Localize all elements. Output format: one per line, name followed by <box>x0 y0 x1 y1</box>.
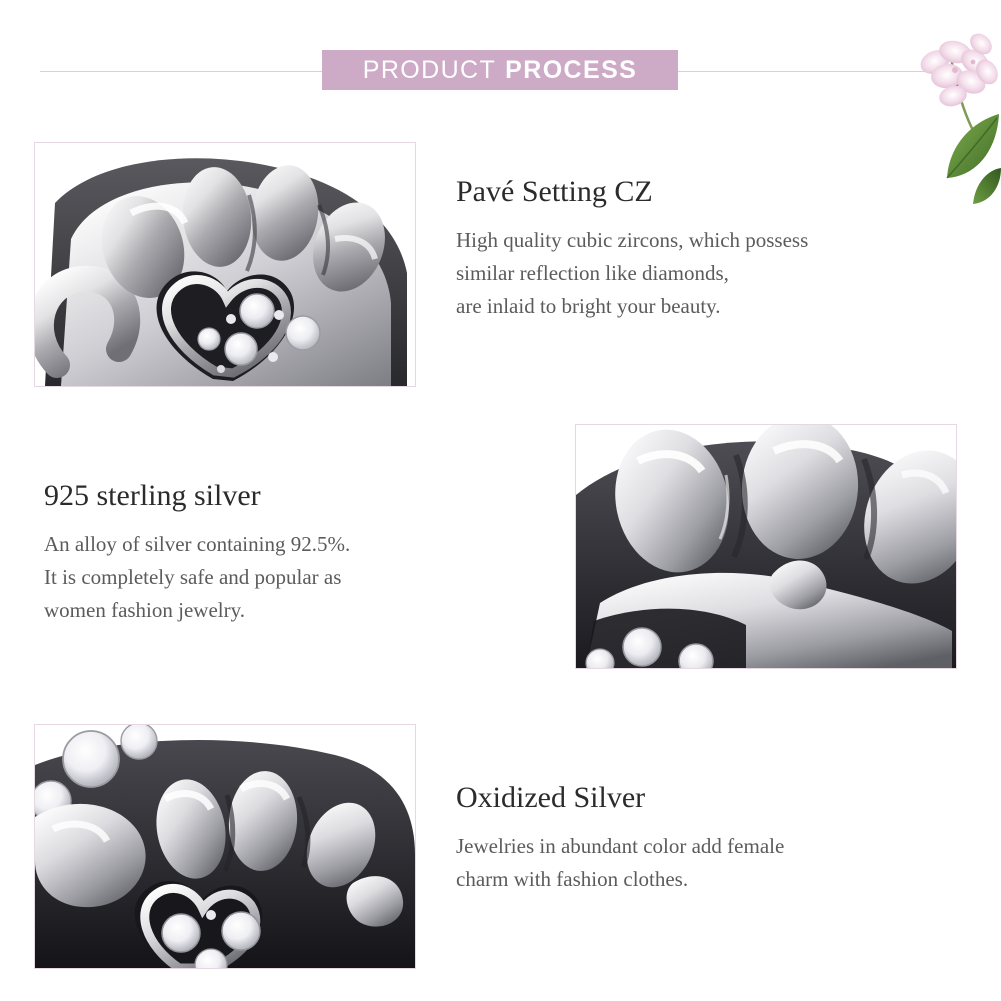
feature-description-line: women fashion jewelry. <box>44 598 245 622</box>
feature-text-925-sterling-silver <box>44 478 544 627</box>
feature-description-line: charm with fashion clothes. <box>456 867 689 891</box>
feature-image-oxidized-silver <box>34 724 416 969</box>
feature-description-line: It is completely safe and popular as <box>44 565 342 589</box>
feature-image-925-sterling-silver <box>575 424 957 669</box>
feature-description-line: An alloy of silver containing 92.5%. <box>44 532 351 556</box>
feature-description <box>44 528 544 627</box>
feature-description-line: Jewelries in abundant color add female <box>456 834 785 858</box>
feature-text-oxidized-silver <box>456 780 976 896</box>
feature-image-pave-setting-cz <box>34 142 416 387</box>
feature-text-pave-setting-cz <box>456 174 976 323</box>
feature-description-line: High quality cubic zircons, which possess <box>456 228 809 252</box>
page-title <box>322 50 678 90</box>
page-header <box>0 50 1001 94</box>
feature-title: 925 sterling silver <box>44 479 261 512</box>
feature-description <box>456 830 976 896</box>
feature-description-line: similar reflection like diamonds, <box>456 261 729 285</box>
page-title-bold: PROCESS <box>505 55 638 84</box>
feature-description-line: are inlaid to bright your beauty. <box>456 294 721 318</box>
page-title-light: PRODUCT <box>362 55 497 84</box>
feature-title: Oxidized Silver <box>456 781 646 814</box>
feature-description <box>456 224 976 323</box>
feature-title: Pavé Setting CZ <box>456 175 653 208</box>
